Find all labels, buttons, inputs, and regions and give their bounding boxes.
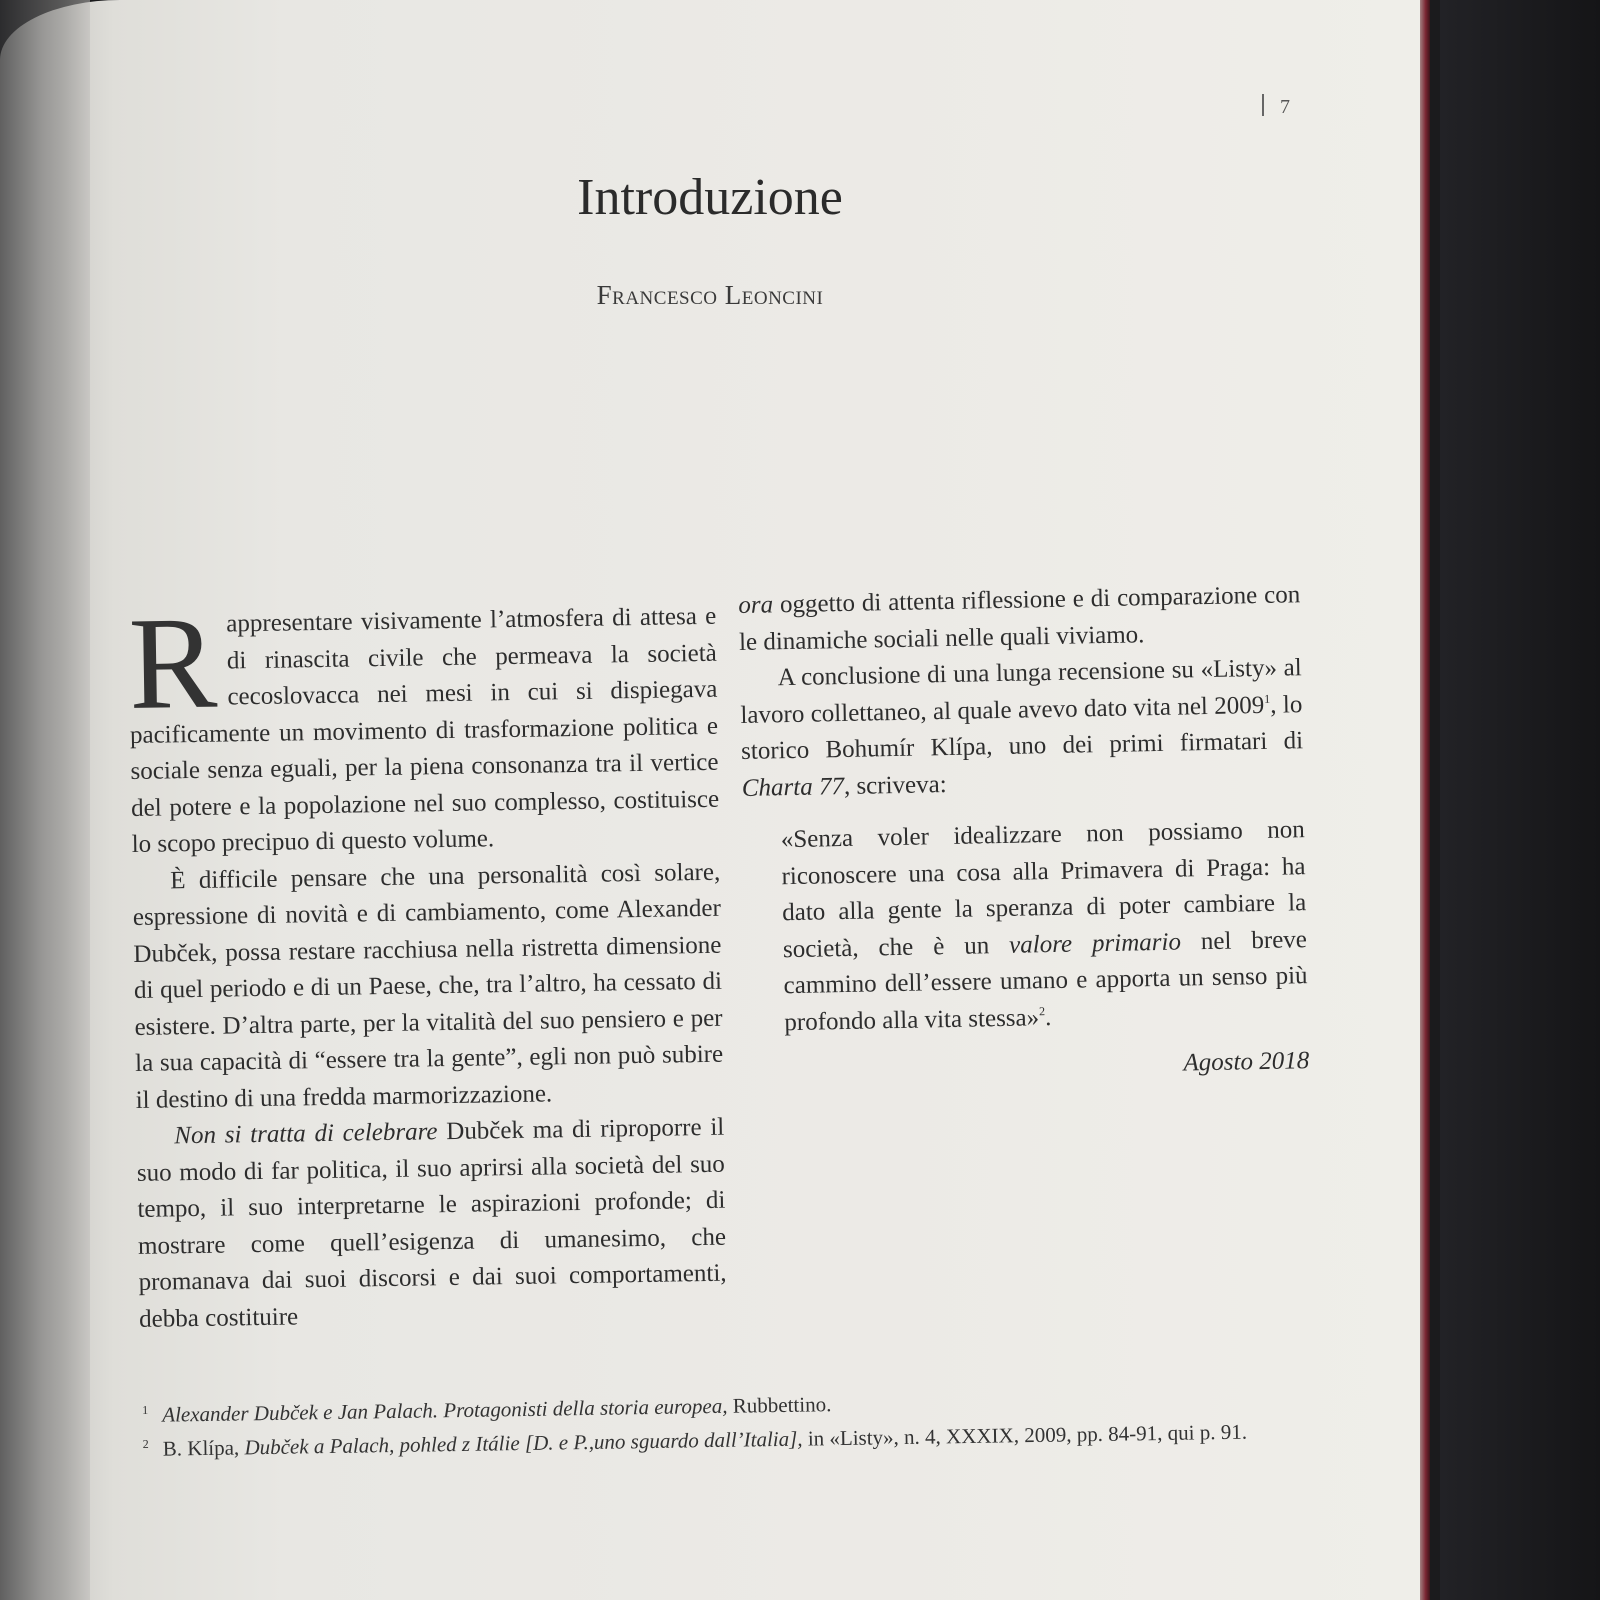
quote-text-b: nel breve cammino dell’essere umano e apporta un senso più profondo alla vita stessa» <box>783 925 1308 1036</box>
paragraph-3-text-a: Dubček ma di riproporre il suo modo di far politica, il suo aprirsi alla società del suo tempo, il suo interpretarne le aspirazioni profonde; di mostrare come quell’esigenza di umanesimo, che promanava dai suoi discorsi e dai suoi comportamenti, debba costituire <box>136 1113 727 1333</box>
paragraph-3-text-b: oggetto di attenta riflessione e di comparazione con le dinamiche sociali nelle quali viviamo. <box>738 581 1301 656</box>
folio-rule <box>1262 94 1264 116</box>
paragraph-3-italic-ora: ora <box>738 591 774 619</box>
page-number <box>1262 94 1291 119</box>
footnote-ref-1: 1 <box>1263 691 1271 706</box>
quote-text-a: «Senza voler idealizzare non possiamo non riconoscere una cosa alla Primavera di Praga: ha dato alla gente la speranza di poter cambiare la società, che è un <box>780 816 1307 963</box>
quote-italic: valore primario <box>1008 928 1182 959</box>
text-column-left <box>127 588 727 1338</box>
chapter-title: Introduzione <box>577 169 843 226</box>
author-name: Francesco Leoncini <box>596 280 824 310</box>
paragraph-3-end <box>738 577 1301 661</box>
paragraph-2: È difficile pensare che una personalità così solare, espressione di novità e di cambiamento, come Alexander Dubček, possa restare racchiusa nella ristretta dimensione di quel periodo e di un Paese, che, tra l’altro, ha cessato di esistere. D’altra parte, per la vitalità del suo pensiero e per la sua capacità di “essere tra la gente”, egli non può subire il destino di una fredda marmorizzazione. <box>132 858 724 1114</box>
paragraph-1 <box>127 588 720 864</box>
page-number-value: 7 <box>1280 96 1291 118</box>
drop-cap: R <box>127 588 219 737</box>
paragraph-4-text-a: A conclusione di una lunga recensione su «Listy» al lavoro collettaneo, al quale avevo dato vita nel 2009 <box>740 654 1302 729</box>
footnote-1-text: Rubbettino. <box>727 1392 832 1418</box>
footnote-2-number: 2 <box>142 1436 149 1451</box>
paragraph-3-start <box>136 1110 727 1338</box>
paragraph-1-text: appresentare visivamente l’atmosfera di attesa e di rinascita civile che permeava la società cecoslovacca nei mesi in cui si dispiegava pacificamente un movimento di trasformazione politica e sociale senza eguali, per la piena consonanza tra il vertice del potere e la popolazione nel suo complesso, costituisce lo scopo precipuo di questo volume. <box>129 602 720 858</box>
paragraph-4-italic: Charta 77 <box>741 772 845 802</box>
footnote-2-text-b: in «Listy», n. 4, XXXIX, 2009, pp. 84-91, qui p. 91. <box>802 1419 1248 1451</box>
footnote-2-text-a: B. Klípa, <box>162 1435 245 1461</box>
paragraph-4 <box>739 650 1304 807</box>
footnotes <box>142 1379 1343 1466</box>
paragraph-4-text-c: , scriveva: <box>843 770 947 800</box>
footnote-1-italic: Alexander Dubček e Jan Palach. Protagonisti della storia europea, <box>162 1393 728 1427</box>
dark-background-right <box>1440 0 1600 1600</box>
quote-text-c: . <box>1044 1003 1052 1031</box>
text-column-right <box>738 577 1310 1090</box>
paragraph-4-text-b: , lo storico Bohumír Klípa, uno dei primi firmatari di <box>740 690 1304 765</box>
footnote-1-number: 1 <box>142 1402 149 1417</box>
footnote-ref-2: 2 <box>1038 1003 1046 1018</box>
paragraph-3-italic-lead: Non si tratta di celebrare <box>174 1118 438 1150</box>
page-curl-shadow <box>0 0 90 1600</box>
date-line: Agosto 2018 <box>1183 1047 1310 1077</box>
block-quote <box>781 812 1309 1041</box>
footnote-2-italic: Dubček a Palach, pohled z Itálie [D. e P.,uno sguardo dall’Italia], <box>244 1426 803 1460</box>
